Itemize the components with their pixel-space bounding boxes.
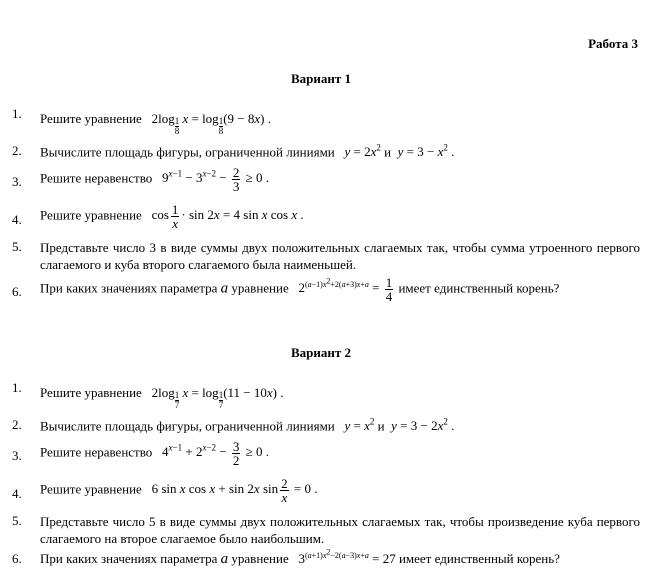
v2-item-6-tail: имеет единственный корень?: [398, 550, 560, 566]
v2-item-4-formula: 6 sin x cos x + sin 2x sin $\frac{2}{x}$ = 0 .: [145, 476, 318, 505]
v1-item-3: [40, 166, 269, 193]
variant-2-title: Вариант 2: [291, 345, 352, 360]
v1-item-6: [40, 276, 559, 303]
v2-item-2-formula-a: $y = x^2$: [344, 417, 375, 434]
v2-item-2-number: 2.: [12, 417, 22, 432]
v1-item-1: [40, 106, 271, 136]
v1-item-6-tail: имеет единственный корень?: [398, 280, 560, 296]
v2-item-3-formula: $4^{x-1} + 2^{x-2}$ − $\frac{3}{2}$ ≥ 0 .: [155, 439, 270, 468]
v1-item-3-formula: $9^{x-1} - 3^{x-2}$ − $\frac{2}{3}$ ≥ 0 .: [155, 165, 270, 194]
v2-item-4-number: 4.: [12, 486, 22, 501]
v1-item-2-formula-b: $y = 3 - x^2$ .: [397, 143, 455, 160]
v1-item-4-lead: Решите уравнение: [40, 207, 142, 223]
v2-item-2-formula-b: $y = 3 - 2x^2$ .: [391, 417, 455, 434]
v2-item-4: [40, 477, 317, 504]
v1-item-3-lead: Решите неравенство: [40, 170, 153, 186]
v2-item-5-text: Представьте число 5 в виде суммы двух положительных слагаемых так, чтобы произведение куба первого слагаемого на второе слагаемое было наибольшим.: [40, 514, 640, 546]
v1-item-1-number: 1.: [12, 106, 22, 121]
v1-item-5-text: Представьте число 3 в виде суммы двух положительных слагаемых так, чтобы сумма утроенного первого слагаемого и куба второго слагаемого была наименьшей.: [40, 240, 640, 272]
v2-item-3-lead: Решите неравенство: [40, 444, 153, 460]
v1-item-2: [40, 143, 454, 160]
v1-item-4-number: 4.: [12, 212, 22, 227]
v2-item-1-number: 1.: [12, 380, 22, 395]
v2-item-2-lead: Вычислите площадь фигуры, ограниченной линиями: [40, 418, 335, 434]
v2-item-1: [40, 380, 284, 410]
v2-item-5-number: 5.: [12, 513, 22, 528]
v1-item-6-formula: $2^{(a-1)x^2+2(a+3)x+a}$ = $\frac{1}{4}$: [291, 275, 393, 304]
v2-item-1-formula: 2log $\frac{1}{7}$ x = log $\frac{1}{7}(11 - 10x)$ .: [145, 385, 284, 410]
v2-item-6-mid: уравнение: [231, 550, 289, 566]
v1-item-2-lead: Вычислите площадь фигуры, ограниченной линиями: [40, 144, 335, 160]
v2-item-1-lead: Решите уравнение: [40, 385, 142, 400]
v2-item-3: [40, 440, 269, 467]
v2-item-6: [40, 547, 560, 568]
v1-item-4-formula: cos $\frac{1}{x}$ · sin 2x = 4 sin x cos x .: [145, 202, 304, 231]
v1-item-3-number: 3.: [12, 174, 22, 189]
v1-item-2-number: 2.: [12, 143, 22, 158]
v2-item-6-formula: $3^{(a+1)x^2-2(a-3)x+a} = 27$: [291, 547, 396, 566]
v1-item-6-param: a: [220, 280, 229, 297]
v1-item-4: [40, 203, 304, 230]
work-title: Работа 3: [588, 36, 638, 51]
v1-item-2-formula-a: $y = 2x^2$: [344, 143, 381, 160]
v1-item-5-number: 5.: [12, 239, 22, 254]
v2-item-3-number: 3.: [12, 448, 22, 463]
v2-item-2: [40, 417, 454, 434]
v2-item-2-conj: и: [377, 418, 385, 434]
variant-1-title: Вариант 1: [291, 71, 352, 86]
v2-item-6-lead: При каких значениях параметра: [40, 550, 218, 566]
v2-item-4-lead: Решите уравнение: [40, 481, 142, 497]
v2-item-6-param: a: [220, 550, 229, 567]
v2-item-6-number: 6.: [12, 551, 22, 566]
v1-item-1-formula: 2log $\frac{1}{8}$ x = log $\frac{1}{8}(9 - 8x)$ .: [145, 111, 271, 136]
v1-item-6-lead: При каких значениях параметра: [40, 280, 218, 296]
v1-item-2-conj: и: [384, 144, 392, 160]
v1-item-6-mid: уравнение: [231, 280, 289, 296]
v1-item-6-number: 6.: [12, 284, 22, 299]
v1-item-1-lead: Решите уравнение: [40, 111, 142, 126]
